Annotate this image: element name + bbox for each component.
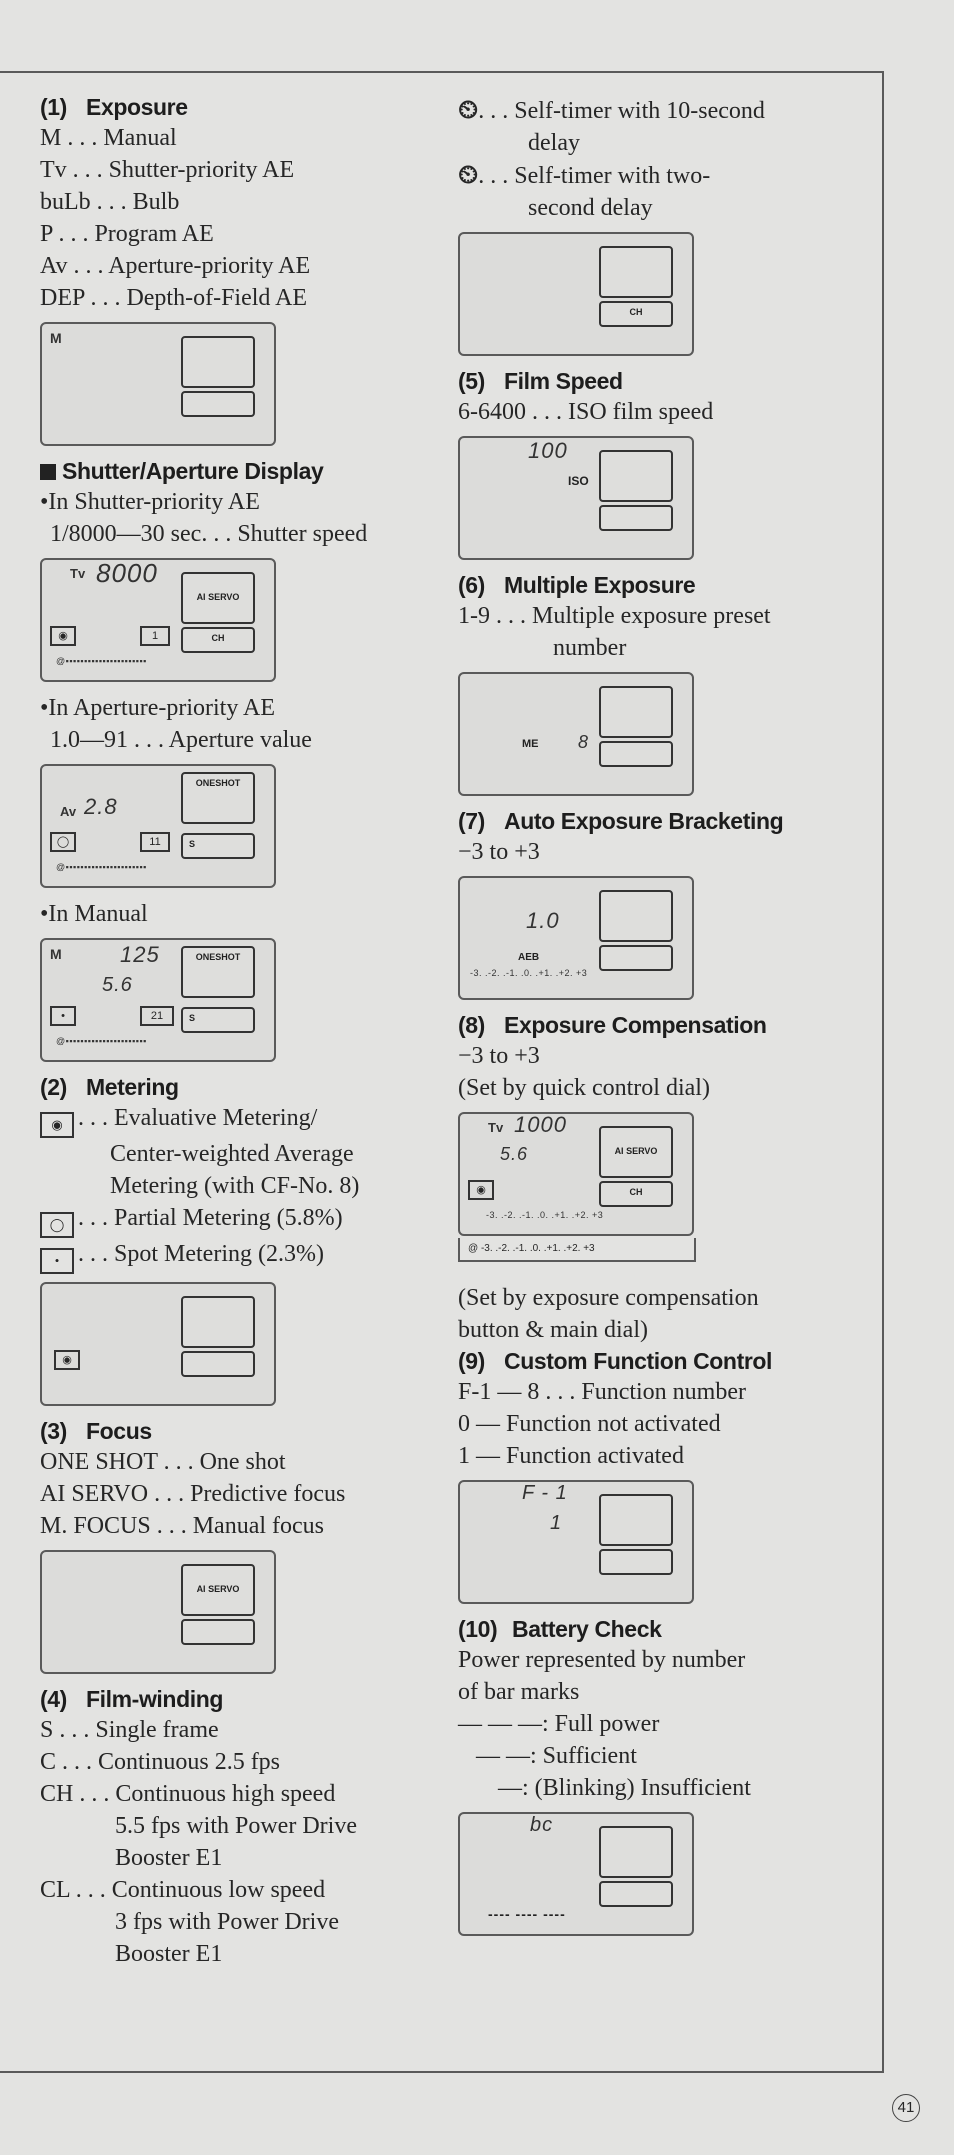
left-column bbox=[40, 86, 440, 1970]
evaluative-metering-icon: ◉ bbox=[468, 1180, 494, 1200]
aeb-text: −3 to +3 bbox=[458, 839, 540, 865]
lcd-af-box bbox=[181, 572, 255, 624]
evaluative-metering-icon: ◉ bbox=[50, 626, 76, 646]
self-timer-2 bbox=[458, 159, 858, 192]
battery-full: — — —: Full power bbox=[458, 1711, 660, 1737]
lcd-drive-label: CH bbox=[211, 633, 225, 643]
winding-single: S . . . Single frame bbox=[40, 1717, 219, 1743]
spot-metering-icon: • bbox=[50, 1006, 76, 1026]
lcd-mode: M bbox=[50, 946, 62, 962]
lcd-af-box bbox=[599, 890, 673, 942]
heading-text: Film-winding bbox=[86, 1686, 224, 1712]
heading-number: (7) bbox=[458, 808, 485, 834]
lcd-drive-box bbox=[599, 1549, 673, 1575]
film-speed-heading bbox=[458, 366, 858, 396]
heading-text: Custom Function Control bbox=[504, 1348, 773, 1374]
spot-metering-icon: • bbox=[40, 1248, 74, 1274]
comp-scale-strip bbox=[458, 1238, 696, 1262]
heading-number: (8) bbox=[458, 1012, 485, 1038]
lcd-aperture-value: 2.8 bbox=[84, 794, 118, 819]
lcd-custom-function bbox=[458, 1480, 694, 1604]
self-timer-2-text: . . . Self-timer with two- bbox=[478, 163, 711, 189]
lcd-drive-box bbox=[181, 391, 255, 417]
heading-text: Auto Exposure Bracketing bbox=[504, 808, 784, 834]
custom-function-text-2: 0 — Function not activated bbox=[458, 1411, 721, 1437]
lcd-af-label: ONESHOT bbox=[195, 952, 241, 962]
comp-scale-text: -3. .-2. .-1. .0. .+1. .+2. +3 bbox=[480, 1243, 595, 1254]
metering-spot bbox=[40, 1238, 440, 1274]
winding-cl: CL . . . Continuous low speed bbox=[40, 1877, 326, 1903]
lcd-aperture-priority bbox=[40, 764, 276, 888]
lcd-af-box bbox=[599, 1494, 673, 1546]
lcd-af-label: AI SERVO bbox=[614, 1146, 658, 1156]
battery-text-2: of bar marks bbox=[458, 1679, 580, 1705]
partial-metering-icon: ◯ bbox=[50, 832, 76, 852]
lcd-mode: Tv bbox=[488, 1120, 504, 1135]
evaluative-metering-icon: ◉ bbox=[54, 1350, 80, 1370]
aeb-heading bbox=[458, 806, 858, 836]
self-timer-2-icon: ⏲ bbox=[458, 160, 479, 190]
lcd-shutter-value: 8000 bbox=[96, 558, 158, 588]
lcd-af-box bbox=[599, 1126, 673, 1178]
exposure-comp-heading bbox=[458, 1010, 858, 1040]
lcd-function-value: 1 bbox=[550, 1512, 563, 1534]
frame-counter-icon: 11 bbox=[140, 832, 170, 852]
lcd-multiple-exposure bbox=[458, 672, 694, 796]
frame-counter-icon: 21 bbox=[140, 1006, 174, 1026]
lcd-af-label: AI SERVO bbox=[196, 592, 240, 602]
lcd-drive-box bbox=[599, 741, 673, 767]
exposure-comp-text-2: (Set by quick control dial) bbox=[458, 1075, 710, 1101]
film-winding-heading bbox=[40, 1684, 440, 1714]
lcd-af-box bbox=[599, 246, 673, 298]
lcd-aperture-value: 5.6 bbox=[102, 974, 133, 996]
film-speed-text: 6-6400 . . . ISO film speed bbox=[458, 399, 714, 425]
multiple-exposure-text-1: 1-9 . . . Multiple exposure preset bbox=[458, 603, 771, 629]
lcd-drive-label: S bbox=[189, 1013, 196, 1023]
focus-ai-servo: AI SERVO . . . Predictive focus bbox=[40, 1481, 346, 1507]
lcd-af-label: ONESHOT bbox=[195, 778, 241, 788]
lcd-drive-box bbox=[599, 1181, 673, 1207]
heading-number: (4) bbox=[40, 1686, 67, 1712]
lcd-drive-box bbox=[181, 627, 255, 653]
custom-function-text-1: F-1 — 8 . . . Function number bbox=[458, 1379, 746, 1405]
lcd-af-label: AI SERVO bbox=[196, 1584, 240, 1594]
exposure-item-program: P . . . Program AE bbox=[40, 221, 214, 247]
multiple-exposure-heading bbox=[458, 570, 858, 600]
focus-one-shot: ONE SHOT . . . One shot bbox=[40, 1449, 286, 1475]
lcd-af-box bbox=[599, 686, 673, 738]
lcd-mode: Av bbox=[60, 804, 77, 819]
metering-evaluative-text: . . . Evaluative Metering/ bbox=[78, 1105, 318, 1131]
lcd-film-speed bbox=[458, 436, 694, 560]
aperture-range: 1.0—91 . . . Aperture value bbox=[50, 727, 312, 753]
lcd-drive-box bbox=[599, 945, 673, 971]
exposure-heading bbox=[40, 92, 440, 122]
manual-label: •In Manual bbox=[40, 901, 148, 927]
heading-number: (1) bbox=[40, 94, 67, 120]
lcd-drive-box bbox=[599, 301, 673, 327]
lcd-drive-label: S bbox=[189, 839, 196, 849]
metering-partial bbox=[40, 1202, 440, 1238]
lcd-exposure-mode bbox=[40, 322, 276, 446]
lcd-manual bbox=[40, 938, 276, 1062]
lcd-drive-label: CH bbox=[629, 1187, 643, 1197]
lcd-function-label: F - 1 bbox=[522, 1482, 568, 1504]
lcd-af-box bbox=[181, 772, 255, 824]
winding-cl-3: Booster E1 bbox=[115, 1941, 223, 1967]
lcd-iso-value: 100 bbox=[528, 438, 568, 463]
battery-heading bbox=[458, 1614, 858, 1644]
lcd-drive-box bbox=[181, 1007, 255, 1033]
lcd-shutter-priority bbox=[40, 558, 276, 682]
lcd-shutter-value: 125 bbox=[120, 942, 160, 967]
metering-partial-text: . . . Partial Metering (5.8%) bbox=[78, 1205, 343, 1231]
lcd-metering bbox=[40, 1282, 276, 1406]
multiple-exposure-text-2: number bbox=[553, 635, 627, 661]
metering-evaluative-3: Metering (with CF-No. 8) bbox=[110, 1173, 360, 1199]
battery-text-1: Power represented by number bbox=[458, 1647, 746, 1673]
lcd-af-box bbox=[181, 1564, 255, 1616]
battery-sufficient: — —: Sufficient bbox=[476, 1743, 637, 1769]
heading-text: Metering bbox=[86, 1074, 179, 1100]
heading-text: Focus bbox=[86, 1418, 152, 1444]
heading-number: (2) bbox=[40, 1074, 67, 1100]
lcd-scale: @▪▪▪▪▪▪▪▪▪▪▪▪▪▪▪▪▪▪▪▪▪▪ bbox=[56, 656, 147, 666]
lcd-shutter-value: 1000 bbox=[514, 1112, 567, 1137]
lcd-af-box bbox=[599, 1826, 673, 1878]
lcd-scale: @▪▪▪▪▪▪▪▪▪▪▪▪▪▪▪▪▪▪▪▪▪▪ bbox=[56, 862, 147, 872]
lcd-battery-bars: ---- ---- ---- bbox=[488, 1906, 566, 1922]
self-timer-10-text: . . . Self-timer with 10-second bbox=[478, 98, 765, 124]
lcd-drive-label: CH bbox=[629, 307, 643, 317]
heading-number: (3) bbox=[40, 1418, 67, 1444]
lcd-aperture-value: 5.6 bbox=[500, 1144, 529, 1164]
heading-text: Shutter/Aperture Display bbox=[62, 458, 324, 484]
lcd-focus bbox=[40, 1550, 276, 1674]
self-timer-2-2: second delay bbox=[528, 195, 653, 221]
lcd-aeb bbox=[458, 876, 694, 1000]
heading-number: (9) bbox=[458, 1348, 485, 1374]
lcd-exposure-comp bbox=[458, 1112, 694, 1236]
lcd-me-value: 8 bbox=[578, 732, 590, 752]
shutter-priority-label: •In Shutter-priority AE bbox=[40, 489, 260, 515]
partial-metering-icon: ◯ bbox=[40, 1212, 74, 1238]
lcd-af-box bbox=[181, 946, 255, 998]
custom-function-heading bbox=[458, 1346, 858, 1376]
lcd-scale: @▪▪▪▪▪▪▪▪▪▪▪▪▪▪▪▪▪▪▪▪▪▪ bbox=[56, 1036, 147, 1046]
shutter-range: 1/8000—30 sec. . . Shutter speed bbox=[50, 521, 368, 547]
exposure-item-bulb: buLb . . . Bulb bbox=[40, 189, 180, 215]
lcd-aeb-scale: -3. .-2. .-1. .0. .+1. .+2. +3 bbox=[470, 968, 588, 978]
lcd-iso-label: ISO bbox=[568, 474, 589, 488]
lcd-battery-label: bc bbox=[530, 1814, 554, 1836]
winding-continuous: C . . . Continuous 2.5 fps bbox=[40, 1749, 281, 1775]
self-timer-10-2: delay bbox=[528, 130, 580, 156]
lcd-af-box bbox=[181, 1296, 255, 1348]
lcd-drive-box bbox=[181, 833, 255, 859]
lcd-mode: Tv bbox=[70, 566, 86, 581]
frame-counter-icon: 1 bbox=[140, 626, 170, 646]
exposure-item-dep: DEP . . . Depth-of-Field AE bbox=[40, 285, 308, 311]
lcd-drive-box bbox=[599, 505, 673, 531]
metering-heading bbox=[40, 1072, 440, 1102]
heading-text: Exposure bbox=[86, 94, 188, 120]
battery-insufficient: —: (Blinking) Insufficient bbox=[498, 1775, 751, 1801]
metering-evaluative-2: Center-weighted Average bbox=[110, 1141, 354, 1167]
exposure-comp-note-1: (Set by exposure compensation bbox=[458, 1285, 759, 1311]
lcd-drive-box bbox=[599, 1881, 673, 1907]
exposure-item-tv: Tv . . . Shutter-priority AE bbox=[40, 157, 295, 183]
lcd-af-box bbox=[181, 336, 255, 388]
winding-ch: CH . . . Continuous high speed bbox=[40, 1781, 336, 1807]
exposure-item-av: Av . . . Aperture-priority AE bbox=[40, 253, 311, 279]
heading-text: Battery Check bbox=[512, 1616, 662, 1642]
lcd-me-label: ME bbox=[522, 738, 539, 750]
winding-ch-2: 5.5 fps with Power Drive bbox=[115, 1813, 357, 1839]
heading-text: Multiple Exposure bbox=[504, 572, 696, 598]
metering-evaluative bbox=[40, 1102, 440, 1138]
lcd-drive-box bbox=[181, 1351, 255, 1377]
heading-number: (5) bbox=[458, 368, 485, 394]
winding-cl-2: 3 fps with Power Drive bbox=[115, 1909, 339, 1935]
heading-text: Film Speed bbox=[504, 368, 623, 394]
exposure-comp-note-2: button & main dial) bbox=[458, 1317, 648, 1343]
heading-text: Exposure Compensation bbox=[504, 1012, 767, 1038]
heading-number: (6) bbox=[458, 572, 485, 598]
custom-function-text-3: 1 — Function activated bbox=[458, 1443, 684, 1469]
exposure-comp-text-1: −3 to +3 bbox=[458, 1043, 540, 1069]
exposure-item-manual: M . . . Manual bbox=[40, 125, 177, 151]
page-number: 41 bbox=[892, 2094, 920, 2122]
shutter-aperture-heading bbox=[40, 456, 440, 486]
exposure-icon: @ bbox=[468, 1243, 479, 1254]
self-timer-10 bbox=[458, 94, 858, 127]
square-bullet-icon bbox=[40, 464, 56, 480]
lcd-aeb-value: 1.0 bbox=[526, 908, 560, 933]
right-column bbox=[458, 86, 858, 1946]
metering-spot-text: . . . Spot Metering (2.3%) bbox=[78, 1241, 324, 1267]
lcd-battery bbox=[458, 1812, 694, 1936]
heading-number: (10) bbox=[458, 1616, 498, 1642]
aperture-priority-label: •In Aperture-priority AE bbox=[40, 695, 276, 721]
self-timer-10-icon: ⏲ bbox=[458, 95, 479, 125]
lcd-aeb-label: AEB bbox=[518, 952, 540, 963]
lcd-af-box bbox=[599, 450, 673, 502]
focus-heading bbox=[40, 1416, 440, 1446]
evaluative-metering-icon: ◉ bbox=[40, 1112, 74, 1138]
lcd-self-timer bbox=[458, 232, 694, 356]
focus-manual: M. FOCUS . . . Manual focus bbox=[40, 1513, 325, 1539]
lcd-drive-box bbox=[181, 1619, 255, 1645]
winding-ch-3: Booster E1 bbox=[115, 1845, 223, 1871]
lcd-mode: M bbox=[50, 330, 62, 346]
lcd-comp-scale: -3. .-2. .-1. .0. .+1. .+2. +3 bbox=[486, 1210, 604, 1220]
